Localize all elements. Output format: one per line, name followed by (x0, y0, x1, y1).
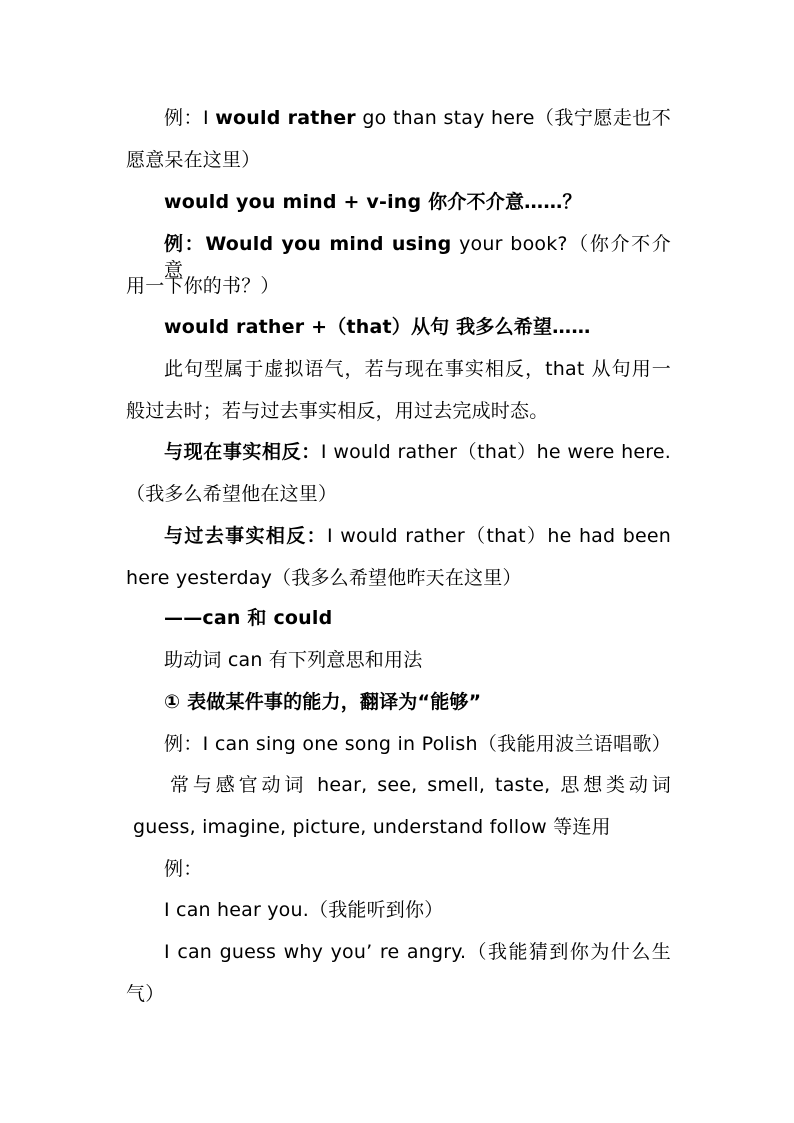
paragraph-line: 愿意呆在这里） (126, 149, 261, 171)
bold-phrase: would rather (215, 107, 356, 129)
bold-phrase: 例：Would you mind using (164, 233, 452, 255)
heading-text: would you mind + v-ing 你介不介意……？ (164, 191, 582, 213)
paragraph-line: 助动词 can 有下列意思和用法 (164, 649, 423, 671)
bold-label: 与过去事实相反： (164, 525, 328, 547)
paragraph-line: 用一下你的书？） (126, 275, 280, 297)
paragraph-line: guess, imagine, picture, understand follow 等连用 (133, 816, 611, 838)
paragraph-line: 常与感官动词 hear, see, smell, taste, 思想类动词 (170, 774, 671, 796)
heading-text: ——can 和 could (164, 607, 333, 629)
example-would-rather (164, 105, 671, 131)
paragraph-line: I can guess why you’ re angry.（我能猜到你为什么生 (164, 941, 671, 963)
paragraph-line: 例： (164, 858, 203, 880)
heading-text: ① 表做某件事的能力，翻译为“能够” (164, 691, 482, 713)
example-present (164, 439, 671, 465)
numbered-heading (164, 689, 671, 715)
example-past (164, 523, 671, 549)
text: I would rather（that）he had been (327, 525, 671, 547)
text: your book?（你介不介意 (164, 233, 671, 281)
paragraph-line: 例：I can sing one song in Polish（我能用波兰语唱歌） (164, 733, 671, 755)
paragraph-line: here yesterday（我多么希望他昨天在这里） (126, 567, 522, 589)
bold-label: 与现在事实相反： (164, 441, 321, 463)
text: I would rather（that）he were here. (320, 441, 671, 463)
text: 例：I (164, 107, 216, 129)
paragraph-line: 般过去时；若与过去事实相反，用过去完成时态。 (126, 400, 549, 422)
paragraph-line: 此句型属于虚拟语气，若与现在事实相反，that 从句用一 (164, 358, 671, 380)
text: go than stay here（我宁愿走也不 (355, 107, 671, 129)
heading-text: would rather +（that）从句 我多么希望…… (164, 316, 591, 338)
paragraph-line: I can hear you.（我能听到你） (164, 899, 444, 921)
paragraph-line: 气） (126, 983, 165, 1005)
paragraph-line: （我多么希望他在这里） (126, 483, 338, 505)
heading-would-you-mind (164, 189, 671, 215)
heading-can-could (164, 605, 671, 631)
heading-would-rather-that (164, 314, 671, 340)
